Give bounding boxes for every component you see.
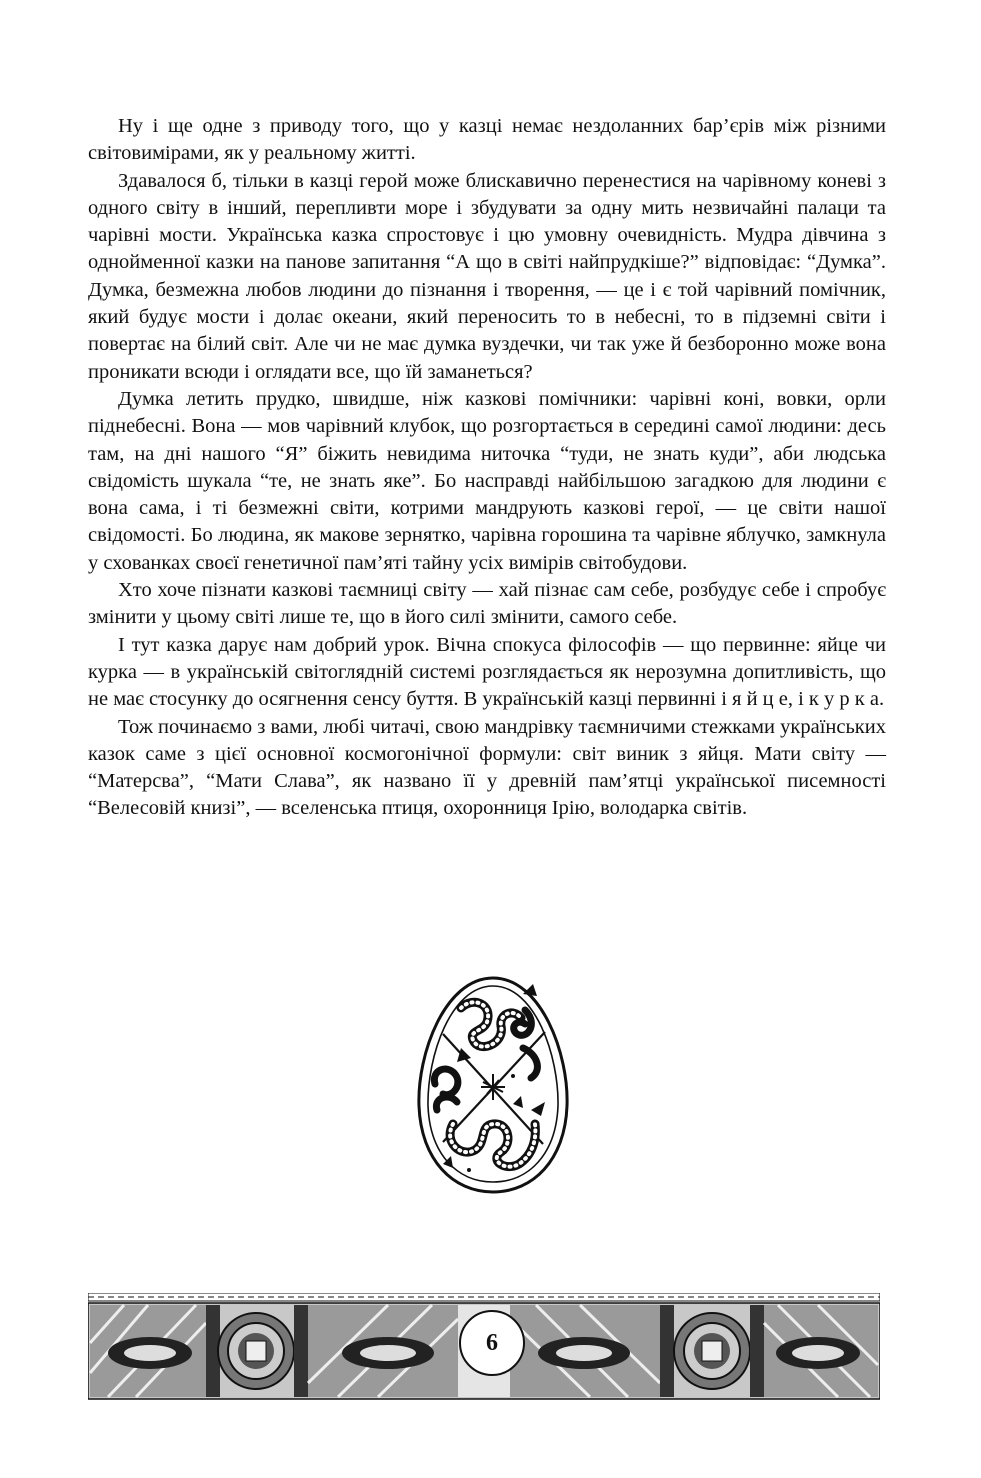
paragraph-5: І тут казка дарує нам добрий урок. Вічна спокуса філософів — що первинне: яйце чи курка — в українській світоглядній системі розглядається як нерозумна допитливість, що не має стосунку до осягнення сенсу буття. В українській казці первинні і я й ц е, і к у р к а.	[88, 633, 886, 711]
paragraph-3: Думка летить прудко, швидше, ніж казкові помічники: чарівні коні, вовки, орли піднебесні. Вона — мов чарівний клубок, що розгортається в середині самої людини: десь там, на дні нашого “Я” біжить невидима ниточка “туди, не знать куди”, аби людська свідомість шукала “те, не знать яке”. Бо насправді найбільшою загадкою для людини є вона сама, і ті безмежні світи, котрими мандрують казкові герої, — це світи нашої свідомості. Бо людина, як макове зернятко, чарівна горошина та чарівне яблучко, замкнула у схованках своєї генетичної пам’яті тайну усіх вимірів світобудови.	[88, 387, 886, 574]
paragraph-6: Тож починаємо з вами, любі читачі, свою мандрівку таємничими стежками українських казок саме з цієї основної космогонічної формули: світ виник з яйця. Мати світу — “Матерсва”, “Мати Слава”, як названо її у древній пам’ятці української писемності “Велесовій книзі”, — вселенська птиця, охоронниця Ірію, володарка світів.	[88, 715, 886, 820]
paragraph-2: Здавалося б, тільки в казці герой може блискавично перенестися на чарівному коневі з одного світу в інший, перепливти море і збудувати за одну мить незвичайні палаци та чарівні мости. Українська казка спростовує і цю умовну очевидність. Мудра дівчина з однойменної казки на панове запитання “А що в світі найпрудкіше?” відповідає: “Думка”. Думка, безмежна любов людини до пізнання і творення, — це і є той чарівний помічник, який будує мости і долає океани, який переносить то в небесні, то в підземні світи і повертає на білий світ. Але чи не має думка вуздечки, чи так уже й безборонно може вона проникати всюди і оглядати все, що їй заманеться?	[88, 169, 886, 383]
pysanka-illustration	[413, 974, 573, 1196]
paragraph-1: Ну і ще одне з приводу того, що у казці немає нездоланних бар’єрів між різними світовимірами, як у реальному житті.	[88, 115, 886, 165]
paragraph-4: Хто хоче пізнати казкові таємниці світу — хай пізнає сам себе, розбудує себе і спробує змінити у цьому світі лише те, що в його силі змінити, самого себе.	[88, 579, 886, 629]
page-number: 6	[459, 1310, 525, 1376]
egg-icon	[413, 974, 573, 1196]
body-text	[88, 113, 886, 823]
